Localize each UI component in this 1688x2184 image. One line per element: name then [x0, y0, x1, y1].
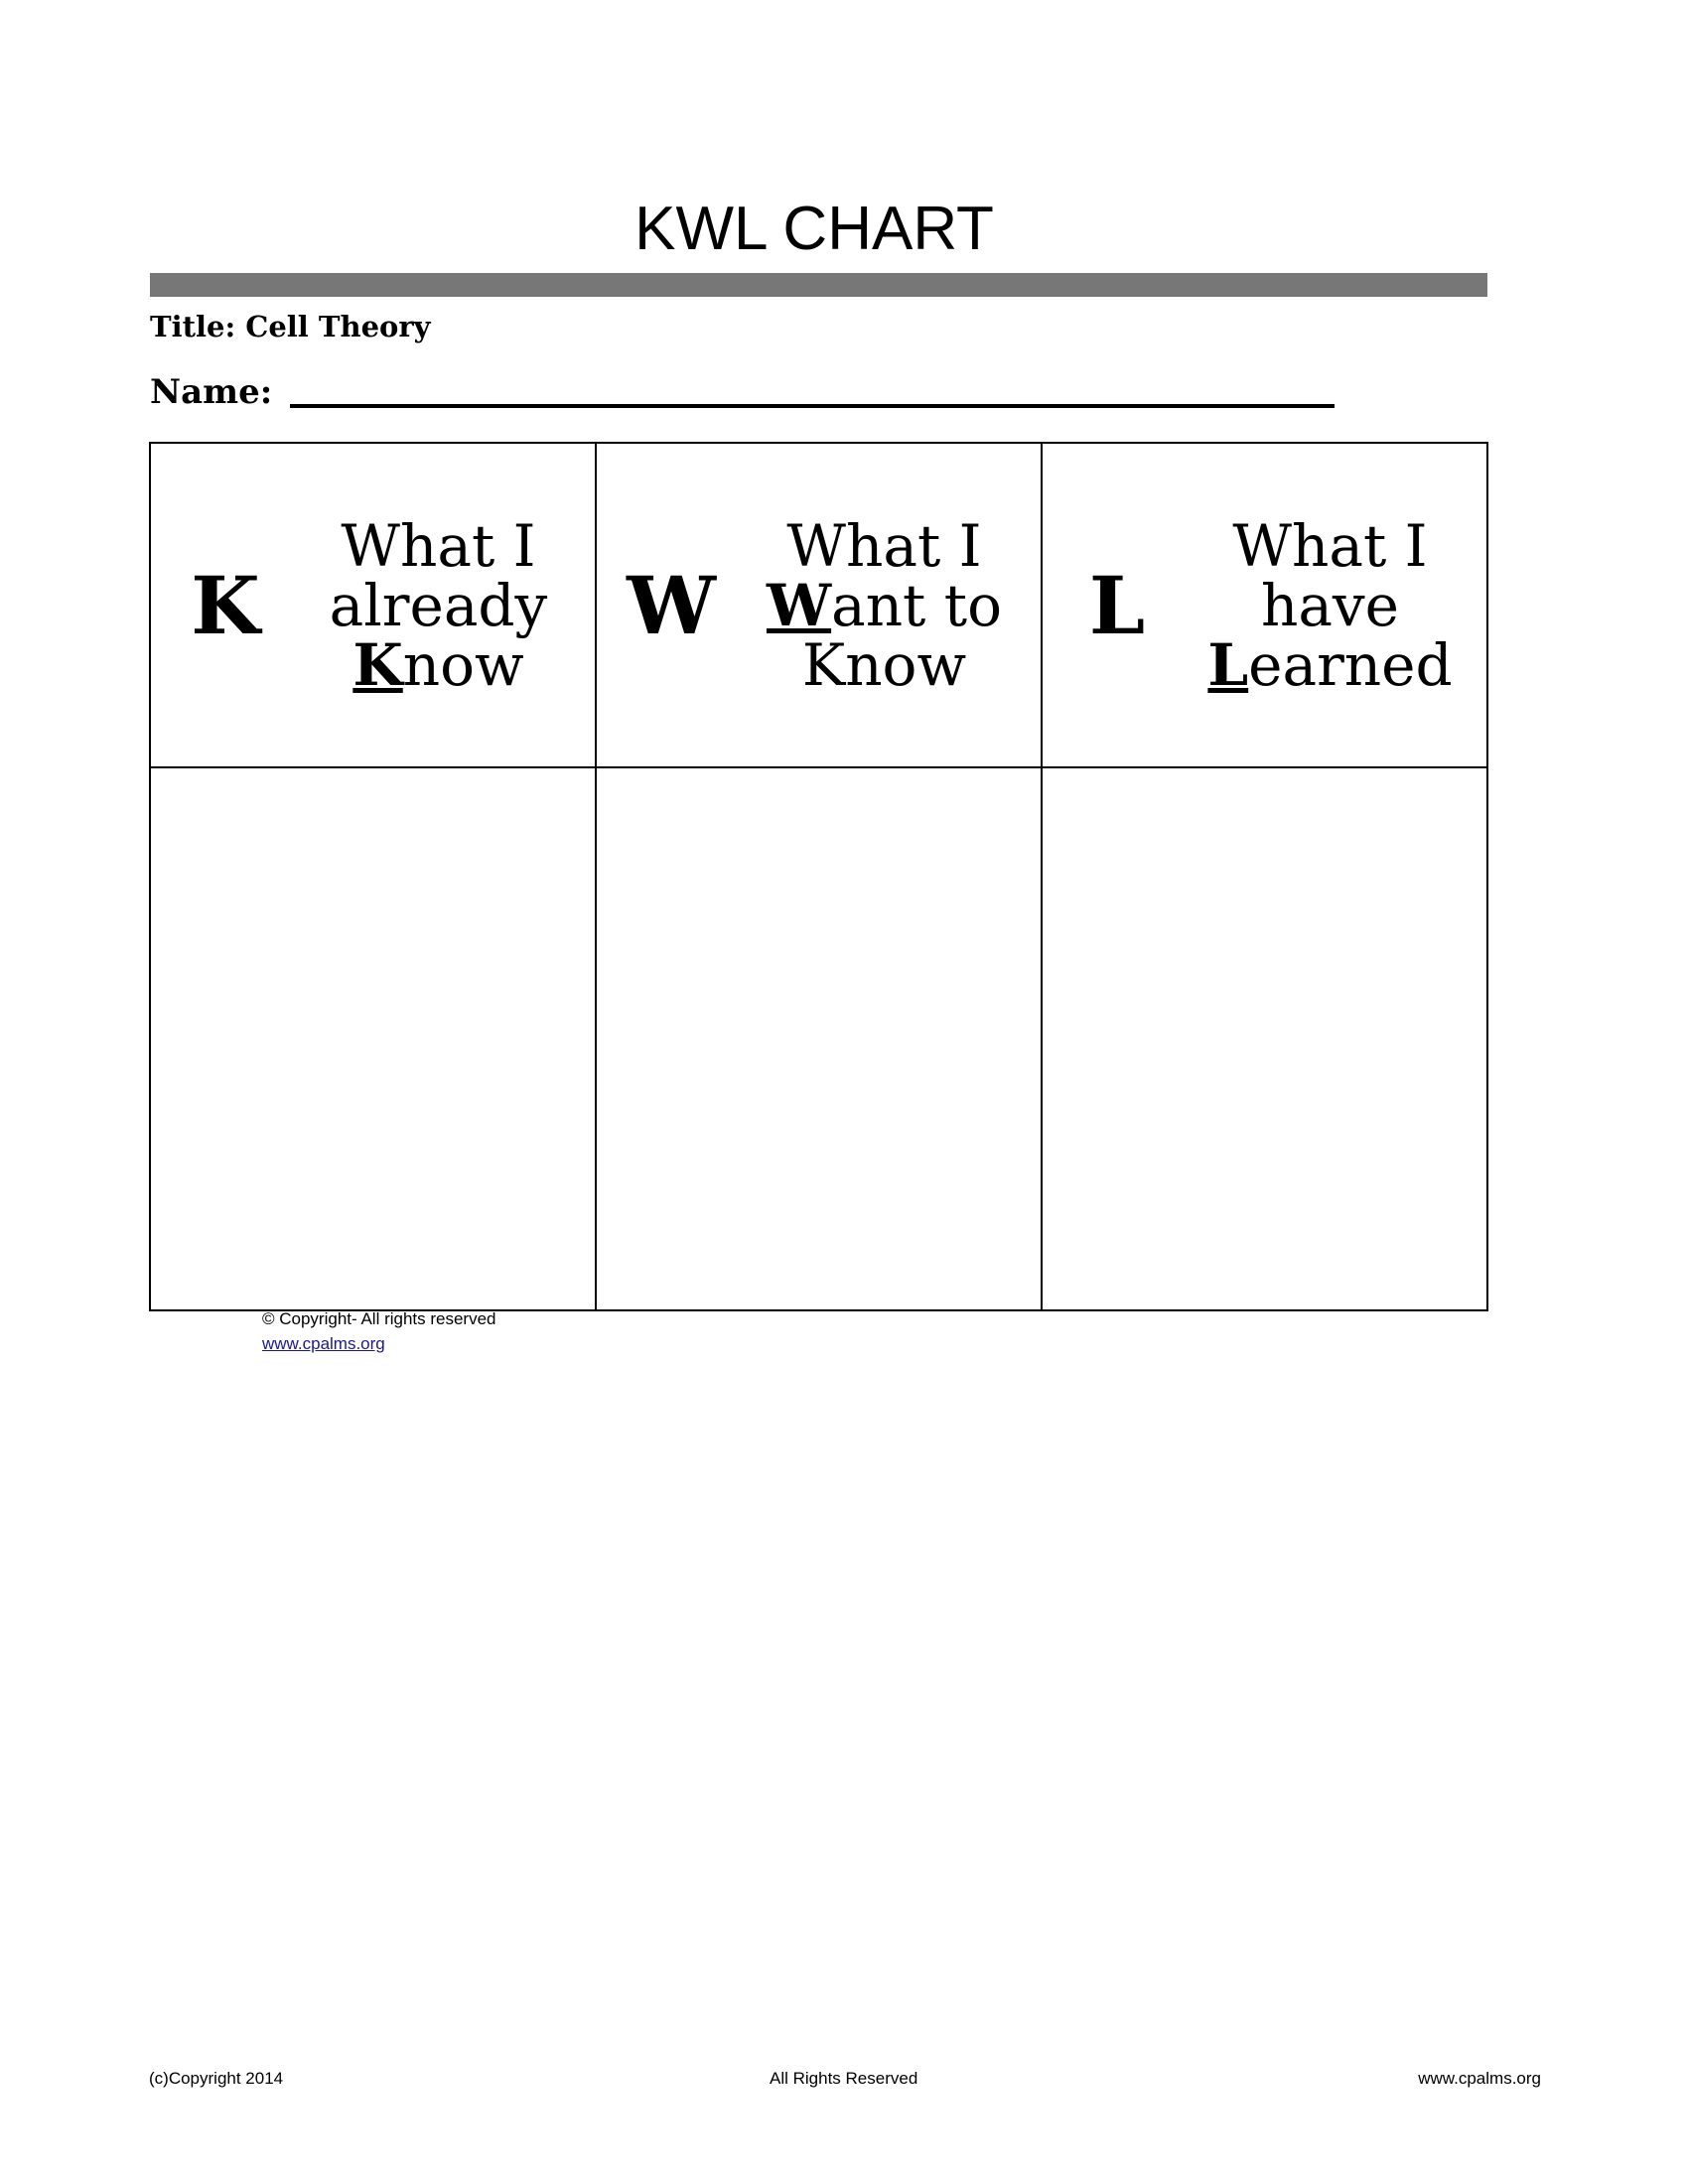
- k-header-cell: [150, 443, 596, 767]
- kwl-table: [149, 442, 1488, 1311]
- l-letter: L: [1088, 558, 1146, 652]
- k-heading-line-2: already: [329, 571, 548, 639]
- copyright-block: [262, 1306, 496, 1356]
- w-heading-line-2-rest: ant to: [831, 571, 1003, 639]
- kwl-answer-row: [150, 767, 1487, 1310]
- l-heading-line-3-rest: earned: [1248, 630, 1453, 699]
- w-header-cell: [596, 443, 1042, 767]
- kwl-header-row: [150, 443, 1487, 767]
- k-heading-line-3-rest: now: [402, 630, 524, 699]
- footer-copyright: (c)Copyright 2014: [149, 2069, 284, 2088]
- copyright-text: © Copyright- All rights reserved: [262, 1309, 496, 1328]
- l-heading: [1192, 511, 1486, 699]
- name-input-line[interactable]: [290, 404, 1335, 408]
- copyright-link[interactable]: www.cpalms.org: [262, 1334, 385, 1353]
- k-heading-lead-letter: K: [352, 630, 403, 699]
- w-letter: W: [627, 558, 716, 652]
- l-header-cell: [1042, 443, 1487, 767]
- w-heading-line-2: [746, 571, 1023, 639]
- title-divider-bar: [150, 273, 1487, 297]
- w-heading: [746, 511, 1041, 699]
- k-letter: K: [191, 558, 260, 652]
- k-heading-line-1: What I: [341, 511, 536, 580]
- w-heading-lead-letter: W: [766, 571, 832, 639]
- name-row: [150, 372, 1335, 412]
- footer-rights: All Rights Reserved: [770, 2069, 918, 2088]
- k-heading-line-3: [300, 630, 577, 699]
- footer-website: www.cpalms.org: [1418, 2069, 1541, 2088]
- w-heading-line-3: Know: [801, 630, 967, 699]
- w-heading-line-1: What I: [786, 511, 982, 580]
- l-heading-line-1: What I: [1232, 511, 1428, 580]
- l-heading-lead-letter: L: [1207, 630, 1249, 699]
- worksheet-title: Title: Cell Theory: [150, 310, 431, 343]
- l-heading-line-2: have: [1260, 571, 1400, 639]
- k-heading: [300, 511, 595, 699]
- page-title: KWL CHART: [634, 195, 994, 263]
- name-label: Name:: [150, 372, 273, 412]
- w-answer-cell[interactable]: [596, 767, 1042, 1310]
- l-answer-cell[interactable]: [1042, 767, 1487, 1310]
- l-heading-line-3: [1192, 630, 1469, 699]
- k-answer-cell[interactable]: [150, 767, 596, 1310]
